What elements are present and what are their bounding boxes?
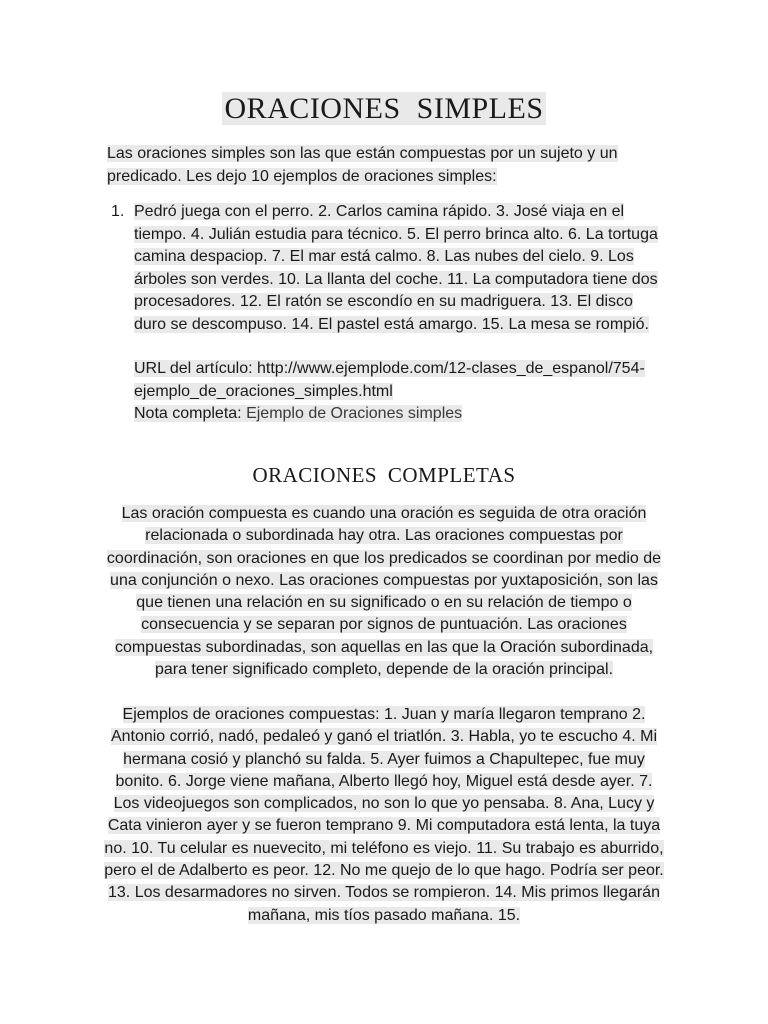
list-item-text: Pedró juega con el perro. 2. Carlos camina rápido. 3. José viaja en el tiempo. 4. Julián estudia para técnico. 5. El perro brinca alto. 6. La tortuga camina despaciop. 7. El mar está calmo. 8. Las nubes del cielo. 9. Los árboles son verdes. 10. La llanta del coche. 11. La computadora tiene dos procesadores. 12. El ratón se escondío en su madriguera. 13. El disco duro se descompuso. 14. El pastel está amargo. 15. La mesa se rompió. <box>134 203 658 333</box>
intro-paragraph <box>107 143 667 188</box>
list-item <box>134 201 667 426</box>
page-title <box>0 90 768 128</box>
list-number: 1. <box>111 203 125 220</box>
article-url: URL del artículo: http://www.ejemplode.com/12-clases_de_espanol/754-ejemplo_de_oraciones_simples.html <box>134 360 645 400</box>
page-title-text: ORACIONES SIMPLES <box>224 92 544 125</box>
note-link[interactable]: Ejemplo de Oraciones simples <box>246 405 463 422</box>
example-list <box>107 201 667 426</box>
note-label: Nota completa: <box>134 405 247 422</box>
compound-examples-text: Ejemplos de oraciones compuestas: 1. Juan y maría llegaron temprano 2. Antonio corrió, nadó, pedaleó y ganó el triatlón. 3. Habla, yo te escucho 4. Mi hermana cosió y planchó su falda. 5. Ayer fuimos a Chapultepec, fue muy bonito. 6. Jorge viene mañana, Alberto llegó hoy, Miguel está desde ayer. 7. Los videojuegos son complicados, no son lo que yo pensaba. 8. Ana, Lucy y Cata vinieron ayer y se fueron temprano 9. Mi computadora está lenta, la tuya no. 10. Tu celular es nuevecito, mi teléfono es viejo. 11. Su trabajo es aburrido, pero el de Adalberto es peor. 12. No me quejo de lo que hago. Podría ser peor. 13. Los desarmadores no sirven. Todos se rompieron. 14. Mis primos llegarán mañana, mis tíos pasado mañana. 15. <box>104 706 664 924</box>
section-subtitle <box>0 461 768 489</box>
intro-text: Las oraciones simples son las que están compuestas por un sujeto y un predicado. Les dejo 10 ejemplos de oraciones simples: <box>107 145 618 185</box>
compound-examples-paragraph <box>104 704 664 927</box>
compound-definition-paragraph <box>104 503 664 681</box>
compound-definition-text: Las oración compuesta es cuando una oración es seguida de otra oración relacionada o subordinada hay otra. Las oraciones compuestas por coordinación, son oraciones en que los predicados se coordinan por medio de una conjunción o nexo. Las oraciones compuestas por yuxtaposición, son las que tienen una relación en su significado o en su relación de tiempo o consecuencia y se separan por signos de puntuación. Las oraciones compuestas subordinadas, son aquellas en las que la Oración subordinada, para tener significado completo, depende de la oración principal. <box>106 505 662 679</box>
section-subtitle-text: ORACIONES COMPLETAS <box>252 463 516 487</box>
